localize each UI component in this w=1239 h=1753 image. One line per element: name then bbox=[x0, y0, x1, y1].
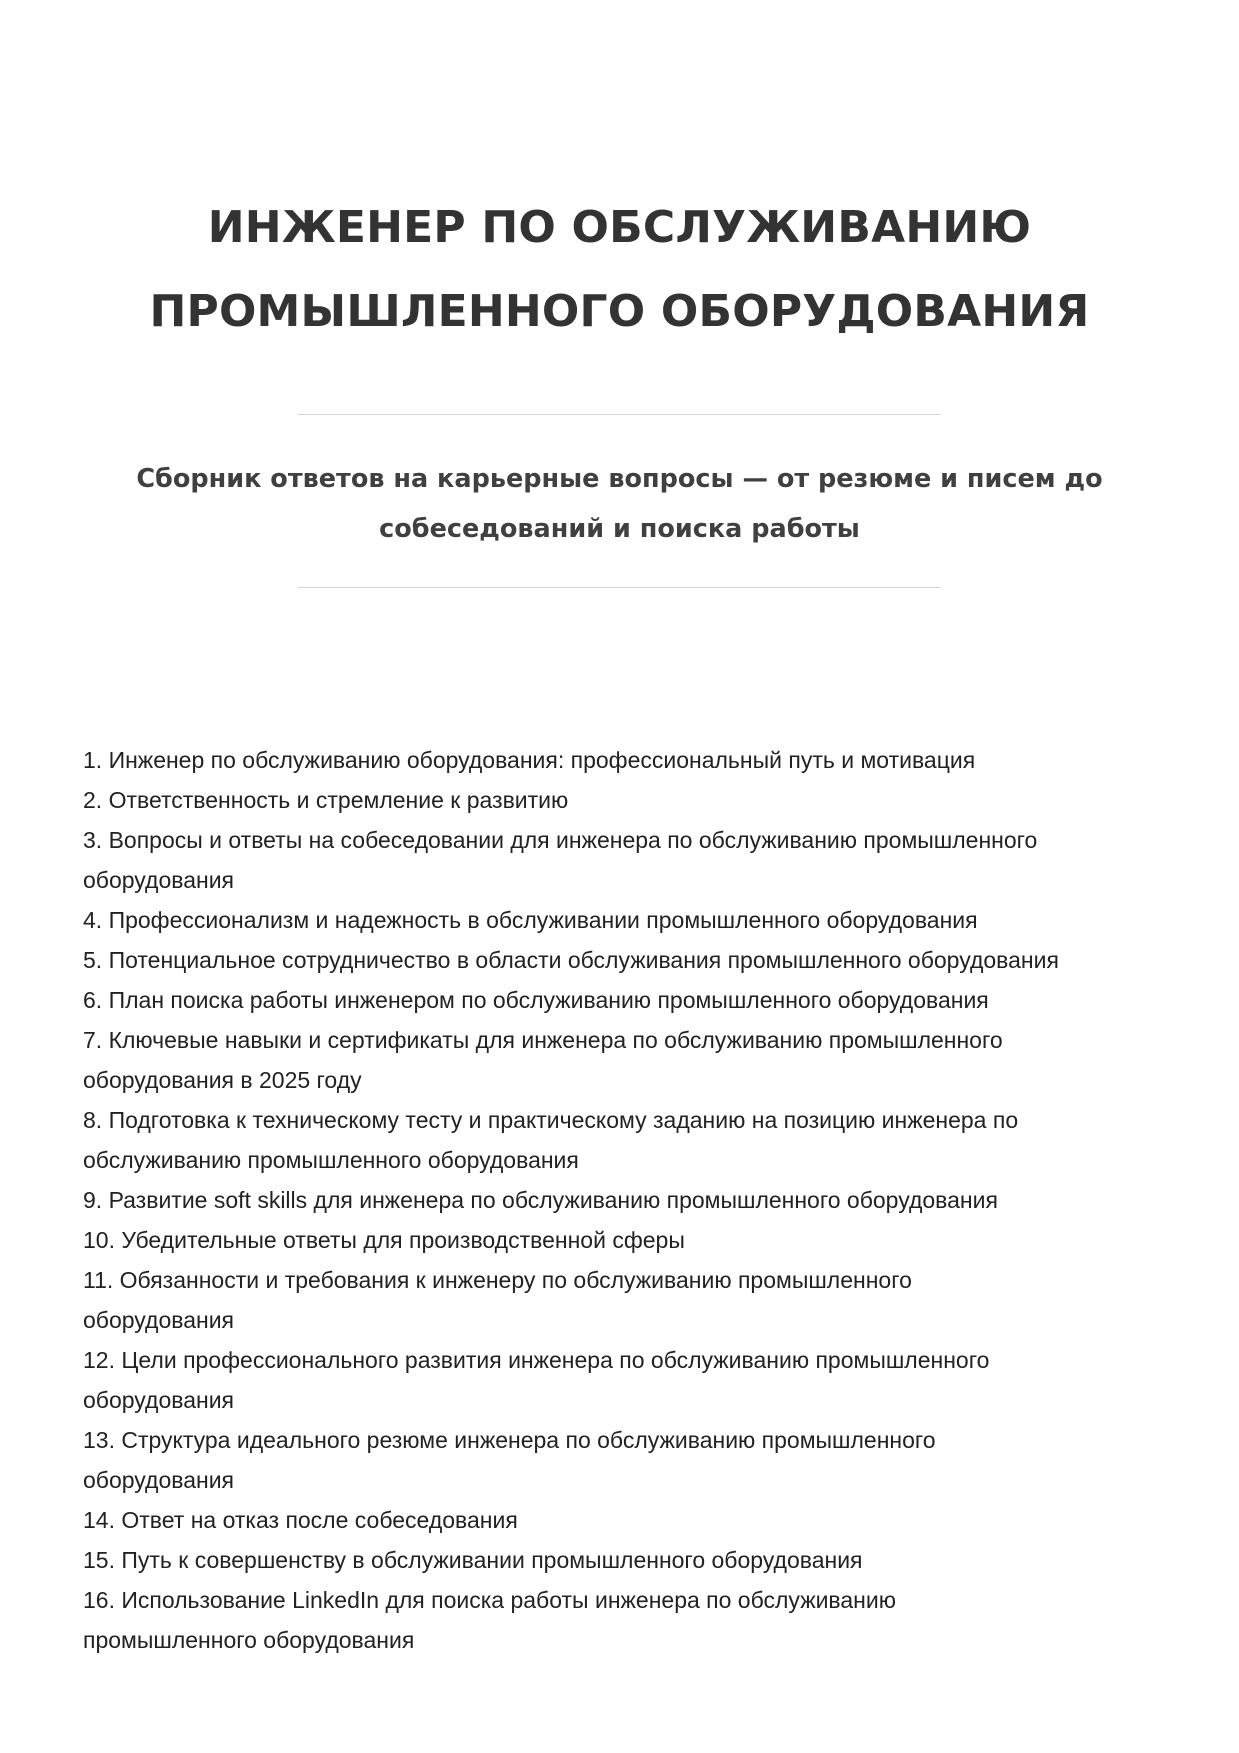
subtitle-line: собеседований и поиска работы bbox=[379, 514, 860, 544]
toc-item-line: оборудования bbox=[83, 867, 234, 893]
subtitle-line: Сборник ответов на карьерные вопросы — от резюме и писем до bbox=[136, 464, 1103, 494]
toc-item[interactable] bbox=[83, 1340, 1163, 1420]
toc-item[interactable] bbox=[83, 1220, 1163, 1260]
toc-item-line: 14. Ответ на отказ после собеседования bbox=[83, 1507, 518, 1533]
toc-item[interactable] bbox=[83, 980, 1163, 1020]
toc-item-line: промышленного оборудования bbox=[83, 1627, 415, 1653]
table-of-contents bbox=[83, 740, 1163, 1660]
toc-item[interactable] bbox=[83, 1420, 1163, 1500]
toc-item[interactable] bbox=[83, 1500, 1163, 1540]
divider-bottom bbox=[298, 587, 941, 588]
document-subtitle bbox=[110, 454, 1129, 554]
toc-item-line: 13. Структура идеального резюме инженера по обслуживанию промышленного bbox=[83, 1427, 936, 1453]
toc-item-line: 4. Профессионализм и надежность в обслуживании промышленного оборудования bbox=[83, 907, 978, 933]
toc-item-line: 8. Подготовка к техническому тесту и практическому заданию на позицию инженера по bbox=[83, 1107, 1019, 1133]
toc-item-line: 7. Ключевые навыки и сертификаты для инженера по обслуживанию промышленного bbox=[83, 1027, 1003, 1053]
divider-top bbox=[298, 414, 941, 415]
toc-item-line: 16. Использование LinkedIn для поиска работы инженера по обслуживанию bbox=[83, 1587, 896, 1613]
toc-item-line: 5. Потенциальное сотрудничество в области обслуживания промышленного оборудования bbox=[83, 947, 1059, 973]
toc-item-line: 10. Убедительные ответы для производственной сферы bbox=[83, 1227, 685, 1253]
toc-item-line: 2. Ответственность и стремление к развитию bbox=[83, 787, 569, 813]
toc-item[interactable] bbox=[83, 1580, 1163, 1660]
toc-item-line: 6. План поиска работы инженером по обслуживанию промышленного оборудования bbox=[83, 987, 989, 1013]
toc-item-line: 15. Путь к совершенству в обслуживании промышленного оборудования bbox=[83, 1547, 863, 1573]
toc-item-line: 12. Цели профессионального развития инженера по обслуживанию промышленного bbox=[83, 1347, 990, 1373]
toc-item[interactable] bbox=[83, 900, 1163, 940]
toc-item[interactable] bbox=[83, 1540, 1163, 1580]
toc-item-line: 9. Развитие soft skills для инженера по обслуживанию промышленного оборудования bbox=[83, 1187, 998, 1213]
toc-item-line: оборудования bbox=[83, 1387, 234, 1413]
toc-item[interactable] bbox=[83, 940, 1163, 980]
toc-item[interactable] bbox=[83, 1180, 1163, 1220]
toc-item-line: 3. Вопросы и ответы на собеседовании для инженера по обслуживанию промышленного bbox=[83, 827, 1038, 853]
toc-item-line: оборудования bbox=[83, 1467, 234, 1493]
toc-item[interactable] bbox=[83, 740, 1163, 780]
toc-item-line: 1. Инженер по обслуживанию оборудования: профессиональный путь и мотивация bbox=[83, 747, 976, 773]
toc-item-line: оборудования в 2025 году bbox=[83, 1067, 362, 1093]
toc-item[interactable] bbox=[83, 1260, 1163, 1340]
title-line: ПРОМЫШЛЕННОГО ОБОРУДОВАНИЯ bbox=[149, 286, 1090, 337]
toc-item-line: 11. Обязанности и требования к инженеру по обслуживанию промышленного bbox=[83, 1267, 912, 1293]
toc-item-line: обслуживанию промышленного оборудования bbox=[83, 1147, 579, 1173]
toc-item[interactable] bbox=[83, 1020, 1163, 1100]
toc-item[interactable] bbox=[83, 780, 1163, 820]
title-line: ИНЖЕНЕР ПО ОБСЛУЖИВАНИЮ bbox=[207, 202, 1032, 253]
toc-item[interactable] bbox=[83, 1100, 1163, 1180]
toc-item-line: оборудования bbox=[83, 1307, 234, 1333]
document-title bbox=[60, 186, 1179, 354]
toc-item[interactable] bbox=[83, 820, 1163, 900]
